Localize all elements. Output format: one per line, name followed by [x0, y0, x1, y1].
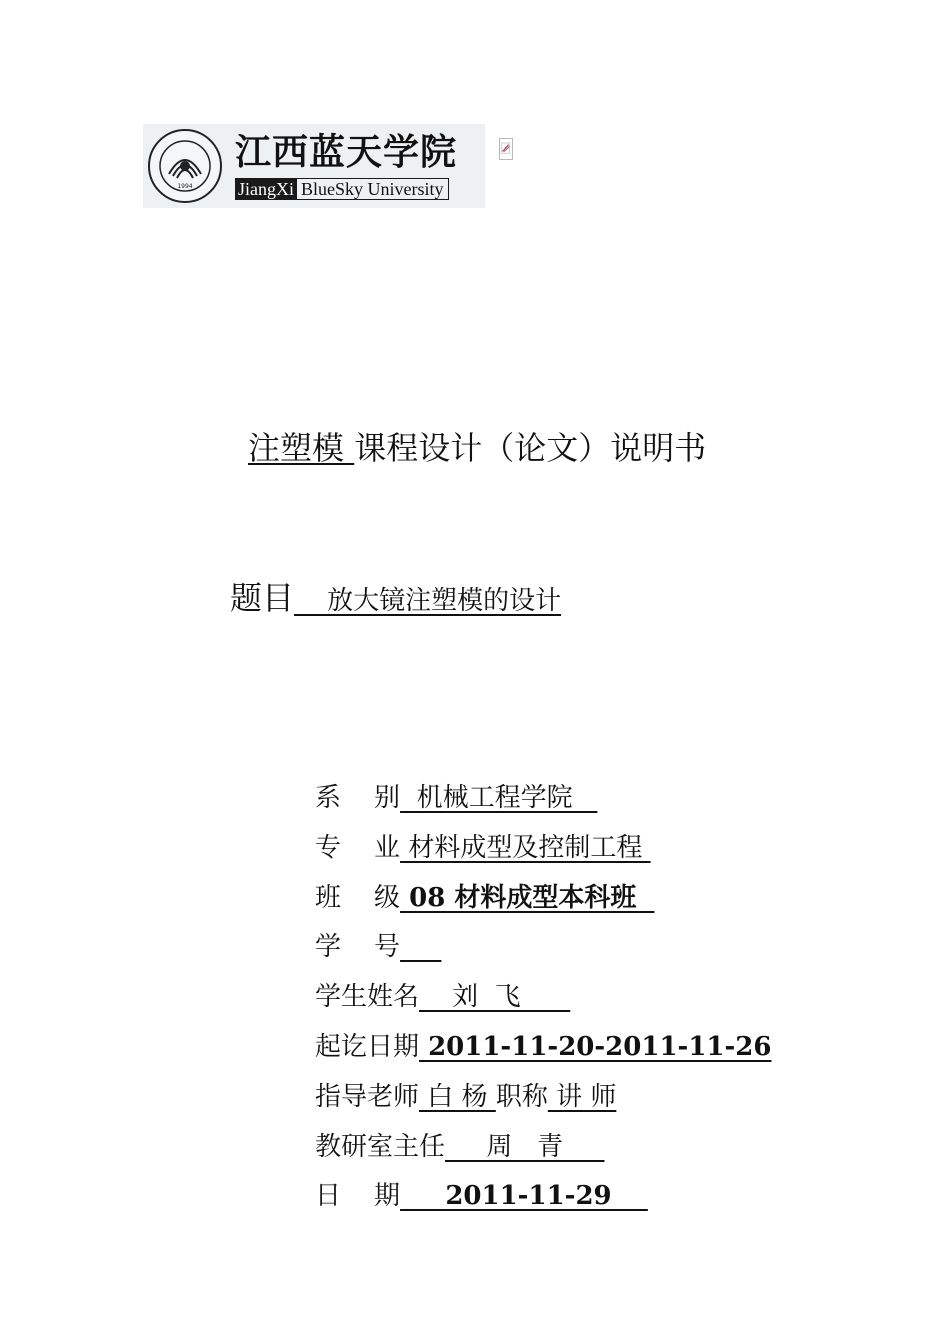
document-title [248, 424, 706, 472]
info-label: 专 业 [315, 832, 401, 863]
cover-info-list [315, 776, 771, 1224]
info-row-advisor [315, 1075, 771, 1125]
info-row-class [315, 876, 771, 926]
topic-value: 放大镜注塑模的设计 [294, 586, 562, 616]
info-label: 班 级 [315, 882, 401, 913]
info-label: 教研室主任 [315, 1131, 446, 1162]
info-label: 系 别 [315, 783, 401, 813]
info-label: 学生姓名 [315, 982, 420, 1013]
info-row-date [315, 1174, 771, 1224]
english-name-part1: JiangXi [235, 178, 297, 200]
info-extra-label: 职称 [495, 1081, 548, 1112]
info-row-department [315, 776, 771, 826]
info-value: 刘 飞 [419, 982, 571, 1013]
info-row-date-range [315, 1025, 771, 1075]
info-value: 2011-11-20-2011-11-26 [419, 1031, 772, 1062]
topic-line [230, 576, 561, 626]
info-row-student-name [315, 975, 771, 1025]
info-value: 周 青 [445, 1131, 605, 1162]
info-label: 指导老师 [315, 1081, 420, 1112]
info-label: 日 期 [315, 1181, 401, 1212]
seal-year: 1994 [177, 183, 193, 190]
info-row-major [315, 826, 771, 876]
university-logo [143, 124, 485, 208]
university-name-chinese: 江西蓝天学院 [235, 131, 458, 173]
info-row-section-head [315, 1125, 771, 1175]
info-value: 白 杨 [419, 1081, 496, 1112]
info-extra-value: 讲 师 [547, 1081, 617, 1112]
title-rest: 课程设计（论文）说明书 [354, 429, 707, 467]
info-value: 2011-11-29 [400, 1181, 648, 1212]
university-name-english [235, 178, 449, 200]
info-value: 08 材料成型本科班 [400, 882, 655, 913]
university-seal-icon [147, 128, 223, 204]
info-row-student-id [315, 925, 771, 975]
info-label: 起讫日期 [315, 1031, 420, 1062]
info-value: 机械工程学院 [400, 783, 598, 813]
info-label: 学 号 [315, 932, 401, 963]
english-name-part2: BlueSky University [297, 178, 449, 200]
info-value [400, 932, 441, 962]
topic-label: 题目 [230, 579, 295, 617]
info-value: 材料成型及控制工程 [400, 832, 651, 863]
title-course-name: 注塑模 [248, 429, 355, 467]
broken-image-icon [499, 138, 513, 160]
